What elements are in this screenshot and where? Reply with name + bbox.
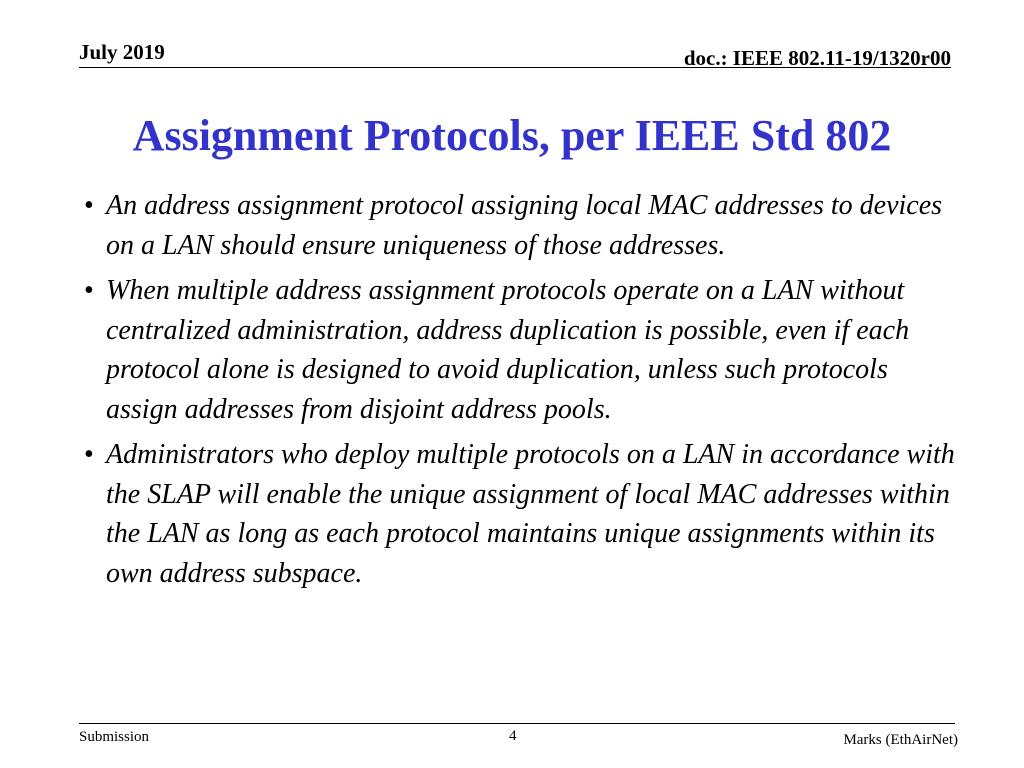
footer-rule — [79, 723, 955, 724]
bullet-text: An address assignment protocol assigning local MAC addresses to devices on a LAN should ensure uniqueness of those addresses. — [106, 190, 943, 261]
header-doc-id: doc.: IEEE 802.11-19/1320r00 — [683, 46, 951, 70]
bullet-dot-icon: • — [84, 275, 94, 306]
slide-title: Assignment Protocols, per IEEE Std 802 — [132, 111, 892, 160]
footer-author: Marks (EthAirNet) — [843, 732, 958, 748]
bullet-item — [84, 271, 964, 429]
bullet-item — [84, 186, 964, 265]
bullet-item — [84, 435, 964, 593]
header-rule — [79, 67, 951, 68]
bullet-dot-icon: • — [84, 439, 94, 470]
bullet-text: Administrators who deploy multiple protocols on a LAN in accordance with the SLAP will enable the unique assignment of local MAC addresses within the LAN as long as each protocol maintains unique assignments within its own address subspace. — [106, 439, 955, 589]
footer-submission: Submission — [79, 729, 150, 745]
bullet-list — [84, 186, 964, 599]
footer-page-number: 4 — [509, 728, 517, 744]
header-date: July 2019 — [79, 40, 165, 64]
bullet-text: When multiple address assignment protocols operate on a LAN without centralized administration, address duplication is possible, even if each protocol alone is designed to avoid duplication, unless such protocols assign addresses from disjoint address pools. — [106, 275, 910, 425]
bullet-dot-icon: • — [84, 190, 94, 221]
